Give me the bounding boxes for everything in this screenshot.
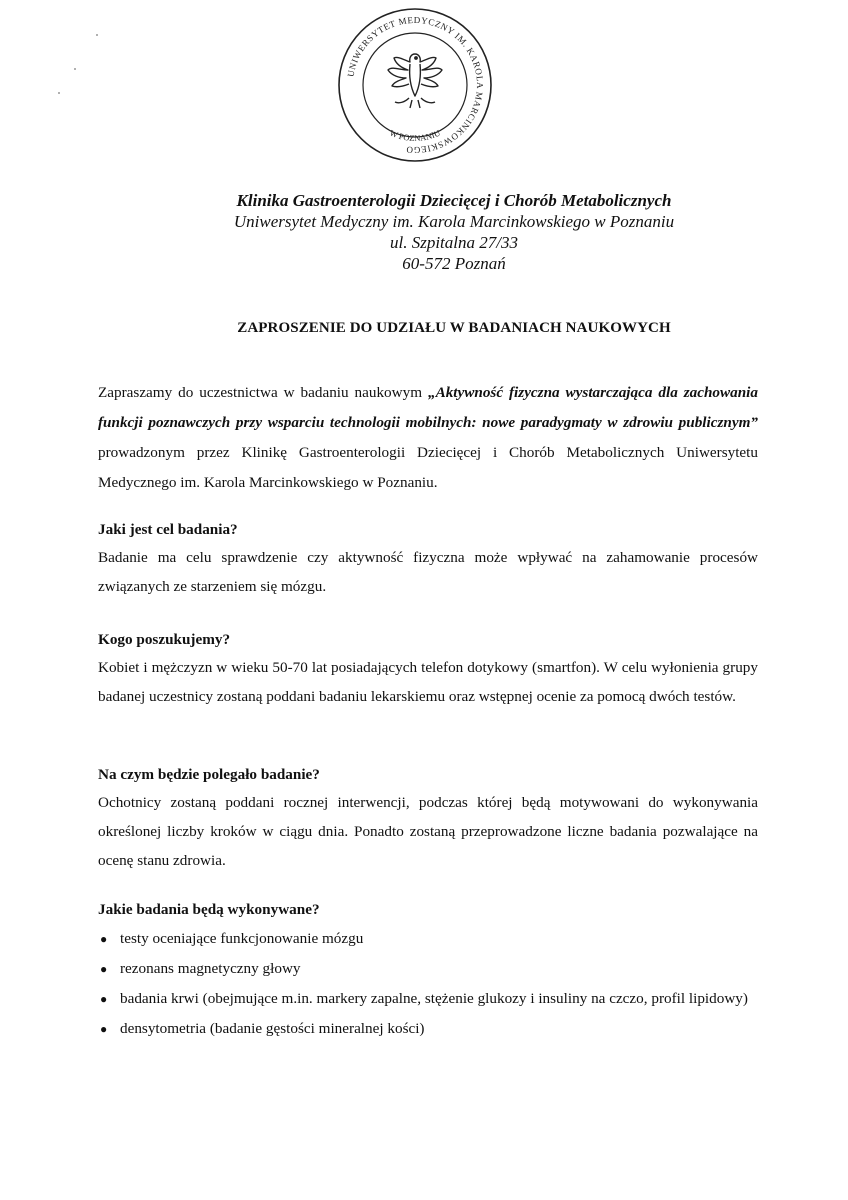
list-item-text: densytometria (badanie gęstości mineralnej kości) xyxy=(120,1020,425,1037)
intro-lead: Zapraszamy do uczestnictwa w badaniu naukowym xyxy=(98,384,428,401)
section-examinations xyxy=(98,897,758,1045)
section-heading: Jaki jest cel badania? xyxy=(98,521,238,538)
bullet-icon: ● xyxy=(100,962,108,976)
svg-text:W POZNANIU xyxy=(388,128,441,143)
section-text: Badanie ma celu sprawdzenie czy aktywność fizyczna może wpływać na zahamowanie procesów związanych ze starzeniem się mózgu. xyxy=(98,549,758,595)
section-heading: Kogo poszukujemy? xyxy=(98,631,231,648)
section-text: Ochotnicy zostaną poddani rocznej interwencji, podczas której będą motywowani do wykonywania określonej liczby kroków w ciągu dnia. Ponadto zostaną przeprowadzone liczne badania pozwalające na ocenę stanu zdrowia. xyxy=(98,794,758,869)
scan-speck xyxy=(96,34,98,36)
university-seal xyxy=(336,6,494,164)
bullet-icon: ● xyxy=(100,932,108,946)
section-procedure xyxy=(98,762,758,875)
bullet-icon: ● xyxy=(100,1022,108,1036)
study-name: „Aktywność fizyczna wystarczająca dla zachowania funkcji poznawczych przy wsparciu technologii mobilnych: nowe paradygmaty w zdrowiu publicznym” xyxy=(98,384,758,431)
seal-bottom-text: W POZNANIU xyxy=(388,127,442,144)
clinic-name: Klinika Gastroenterologii Dziecięcej i Chorób Metabolicznych xyxy=(236,191,672,210)
section-participants xyxy=(98,627,758,711)
document-header xyxy=(0,190,848,274)
section-text: Kobiet i mężczyzn w wieku 50-70 lat posiadających telefon dotykowy (smartfon). W celu wyłonienia grupy badanej uczestnicy zostaną poddani badaniu lekarskiemu oraz wstępnej ocenie za pomocą dwóch testów. xyxy=(98,659,758,705)
city-address: 60-572 Poznań xyxy=(402,254,506,273)
street-address: ul. Szpitalna 27/33 xyxy=(390,233,518,252)
eagle-icon xyxy=(388,54,442,108)
intro-paragraph xyxy=(98,378,758,498)
list-item xyxy=(98,985,758,1013)
university-name: Uniwersytet Medyczny im. Karola Marcinkowskiego w Poznaniu xyxy=(233,212,675,231)
examinations-list xyxy=(98,925,758,1043)
list-item-text: rezonans magnetyczny głowy xyxy=(120,960,301,977)
list-item-text: badania krwi (obejmujące m.in. markery zapalne, stężenie glukozy i insuliny na czczo, profil lipidowy) xyxy=(120,990,748,1007)
list-item xyxy=(98,955,758,983)
section-heading: Jakie badania będą wykonywane? xyxy=(98,901,320,918)
intro-tail: prowadzonym przez Klinikę Gastroenterologii Dziecięcej i Chorób Metabolicznych Uniwersytetu Medycznego im. Karola Marcinkowskiego w Poznaniu. xyxy=(98,444,758,491)
bullet-icon: ● xyxy=(100,992,108,1006)
list-item xyxy=(98,1015,758,1043)
scan-speck xyxy=(74,68,76,70)
list-item xyxy=(98,925,758,953)
document-title: ZAPROSZENIE DO UDZIAŁU W BADANIACH NAUKOWYCH xyxy=(237,320,671,336)
scan-speck xyxy=(58,92,60,94)
list-item-text: testy oceniające funkcjonowanie mózgu xyxy=(120,930,364,947)
section-goal xyxy=(98,517,758,601)
section-heading: Na czym będzie polegało badanie? xyxy=(98,766,320,783)
seal-ring-text: UNIWERSYTET MEDYCZNY IM. KAROLA MARCINKOWSKIEGO xyxy=(345,14,486,156)
